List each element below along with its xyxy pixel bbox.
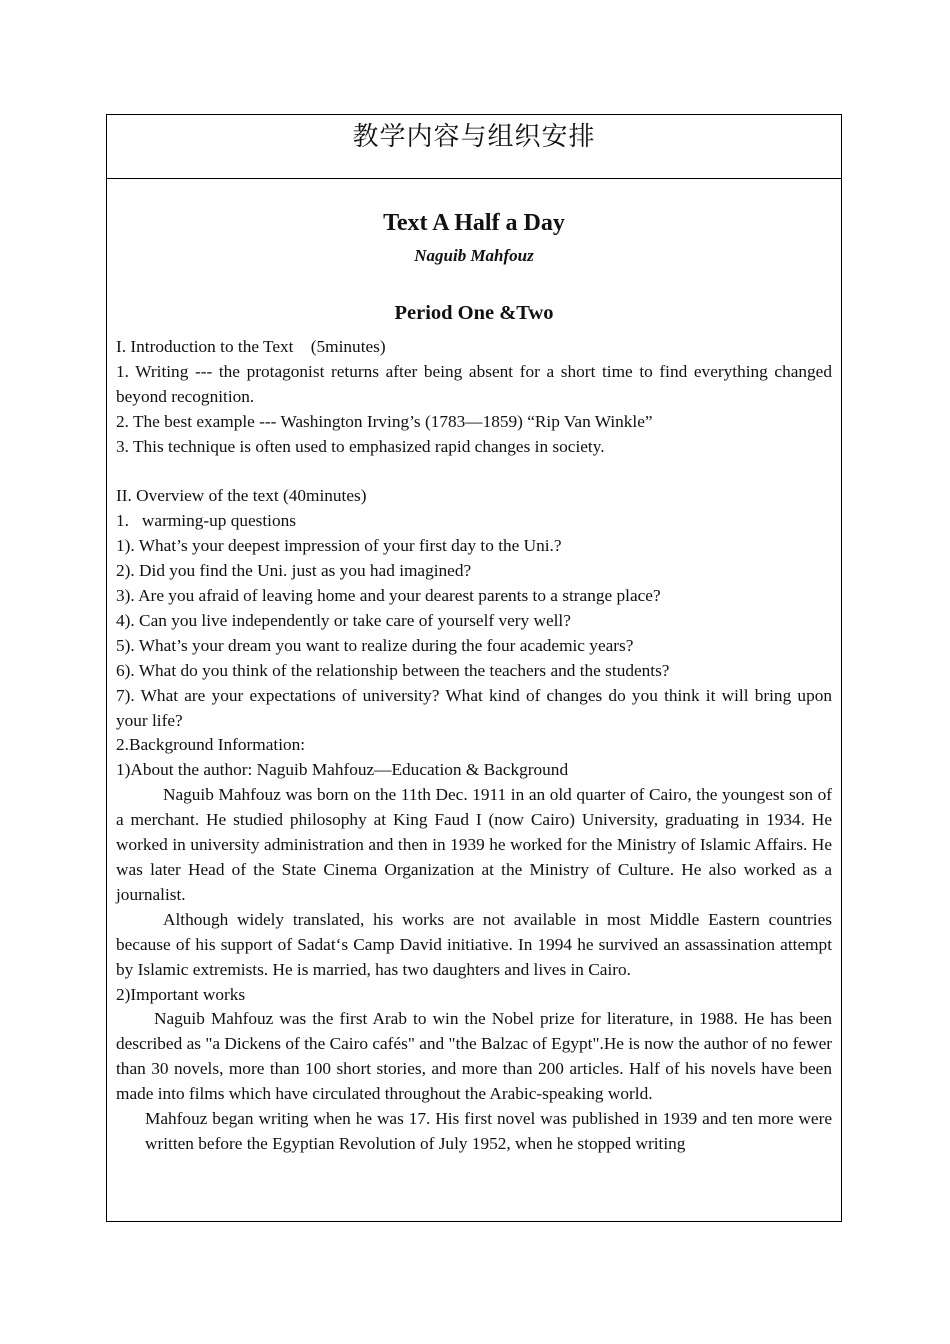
author-paragraph-2: Although widely translated, his works are not available in most Middle Eastern countries because of his support of Sadat‘s Camp David initiative. In 1994 he survived an assassination attempt by Islamic extremists. He is married, has two daughters and lives in Cairo. <box>116 909 832 979</box>
section-1-heading: I. Introduction to the Text (5minutes) <box>116 337 386 356</box>
table-header-cell <box>107 115 841 179</box>
table-header-title: 教学内容与组织安排 <box>352 122 596 152</box>
works-heading: 2)Important works <box>116 984 246 1004</box>
warmup-question-5: 5). What’s your dream you want to realize during the four academic years? <box>116 635 634 655</box>
mahfouz-paragraph: Mahfouz began writing when he was 17. His first novel was published in 1939 and ten more were written before the Egyptian Revolution of July 1952, when he stopped writing <box>145 1109 832 1153</box>
content-cell <box>107 179 841 1157</box>
warmup-question-1: 1). What’s your deepest impression of your first day to the Uni.? <box>116 536 562 556</box>
warmup-heading: 1. warming-up questions <box>116 511 296 531</box>
spacer <box>116 460 832 485</box>
background-heading: 2.Background Information: <box>116 735 306 755</box>
warmup-question-6: 6). What do you think of the relationship between the teachers and the students? <box>116 660 670 680</box>
intro-item-3: 3. This technique is often used to emphasized rapid changes in society. <box>116 436 605 456</box>
author-heading: 1)About the author: Naguib Mahfouz—Education & Background <box>116 760 569 780</box>
intro-item-1: 1. Writing --- the protagonist returns after being absent for a short time to find everything changed beyond recognition. <box>116 361 832 406</box>
text-title: Text A Half a Day <box>383 210 565 236</box>
text-author: Naguib Mahfouz <box>414 246 534 265</box>
section-2-heading: II. Overview of the text (40minutes) <box>116 486 367 506</box>
lesson-plan-table <box>106 114 842 1222</box>
warmup-question-3: 3). Are you afraid of leaving home and your dearest parents to a strange place? <box>116 586 661 606</box>
intro-item-2: 2. The best example --- Washington Irving’s (1783—1859) “Rip Van Winkle” <box>116 411 653 431</box>
warmup-question-4: 4). Can you live independently or take care of yourself very well? <box>116 610 571 630</box>
warmup-question-7: 7). What are your expectations of university? What kind of changes do you think it will bring upon your life? <box>116 685 832 730</box>
author-paragraph-1: Naguib Mahfouz was born on the 11th Dec. 1911 in an old quarter of Cairo, the youngest son of a merchant. He studied philosophy at King Faud I (now Cairo) University, graduating in 1934. He worked in university administration and then in 1939 he worked for the Ministry of Islamic Affairs. He was later Head of the State Cinema Organization at the Ministry of Culture. He also worked as a journalist. <box>116 785 832 904</box>
warmup-question-2: 2). Did you find the Uni. just as you had imagined? <box>116 561 472 581</box>
works-paragraph: Naguib Mahfouz was the first Arab to win the Nobel prize for literature, in 1988. He has been described as "a Dickens of the Cairo cafés" and "the Balzac of Egypt".He is now the author of no fewer than 30 novels, more than 100 short stories, and more than 200 articles. Half of his novels have been made into films which have circulated throughout the Arabic-speaking world. <box>116 1009 832 1104</box>
period-heading: Period One &Two <box>394 302 554 324</box>
